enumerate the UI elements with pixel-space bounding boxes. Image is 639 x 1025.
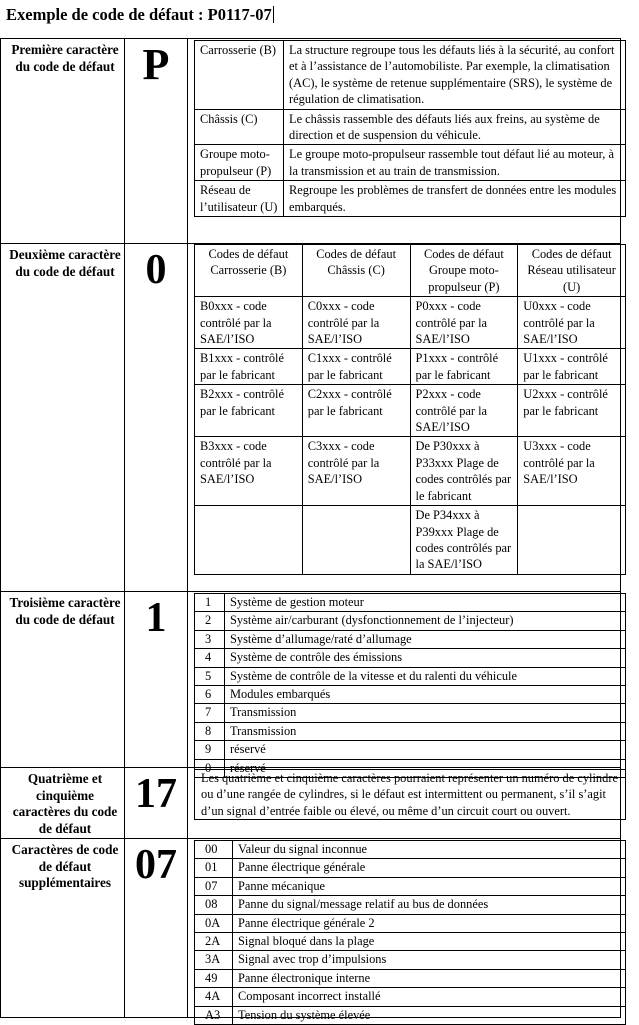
- section-code: 1: [145, 595, 167, 641]
- table-cell: réservé: [225, 759, 626, 777]
- section-first-character: [6, 39, 621, 243]
- section-additional-characters: [6, 839, 621, 1022]
- table-cell: Système de contrôle des émissions: [225, 649, 626, 667]
- table-row: [195, 437, 626, 506]
- table-row: [195, 988, 626, 1006]
- table-cell: Regroupe les problèmes de transfert de données entre les modules embarqués.: [284, 181, 626, 217]
- table-cell: Composant incorrect installé: [233, 988, 626, 1006]
- table-cell: Les quatrième et cinquième caractères pourraient représenter un numéro de cylindre ou d’une rangée de cylindres, si le défaut est intermittent ou permanent, s’il s’agit d’un signal d’entrée faible ou élevé, ou même d’un circuit court ou ouvert.: [195, 770, 626, 820]
- table-cell: Signal bloqué dans la plage: [233, 933, 626, 951]
- column-header: Codes de défaut Réseau utilisateur (U): [518, 245, 626, 297]
- table-header-row: [195, 245, 626, 297]
- table-cell: C0xxx - code contrôlé par la SAE/l’ISO: [302, 297, 410, 349]
- table-cell: C2xxx - contrôlé par le fabricant: [302, 385, 410, 437]
- section-label: Deuxième caractère du code de défaut: [9, 247, 121, 279]
- table-cell: De P34xxx à P39xxx Plage de codes contrôlés par la SAE/l’ISO: [410, 506, 518, 575]
- table-cell: 07: [195, 877, 233, 895]
- table-cell: Panne électrique générale 2: [233, 914, 626, 932]
- table-cell: 7: [195, 704, 225, 722]
- table-row: [195, 297, 626, 349]
- section-content: [194, 244, 626, 591]
- table-cell: 00: [195, 841, 233, 859]
- table-row: [195, 41, 626, 110]
- table-cell: 1: [195, 594, 225, 612]
- table-cell: C1xxx - contrôlé par le fabricant: [302, 349, 410, 385]
- table-cell: P1xxx - contrôlé par le fabricant: [410, 349, 518, 385]
- table-row: [195, 969, 626, 987]
- table-cell: 49: [195, 969, 233, 987]
- table-row: [195, 649, 626, 667]
- table-row: [195, 770, 626, 820]
- table-cell: Transmission: [225, 704, 626, 722]
- table-row: [195, 181, 626, 217]
- table-cell: B2xxx - contrôlé par le fabricant: [195, 385, 303, 437]
- section-content: [194, 593, 626, 775]
- table-cell: U3xxx - code contrôlé par la SAE/l’ISO: [518, 437, 626, 506]
- table-cell: Système de gestion moteur: [225, 594, 626, 612]
- table-cell: P2xxx - code contrôlé par la SAE/l’ISO: [410, 385, 518, 437]
- table-cell: 4A: [195, 988, 233, 1006]
- table-row: [195, 109, 626, 145]
- section-fourth-fifth-character: [6, 768, 621, 838]
- section-second-character: [6, 244, 621, 591]
- table-cell: Système d’allumage/raté d’allumage: [225, 630, 626, 648]
- table-row: [195, 841, 626, 859]
- column-header: Codes de défaut Châssis (C): [302, 245, 410, 297]
- table-cell: 08: [195, 896, 233, 914]
- table-cell: [302, 506, 410, 575]
- table-cell: Châssis (C): [195, 109, 284, 145]
- table-cell: [518, 506, 626, 575]
- table-row: [195, 349, 626, 385]
- table-cell: Panne électrique générale: [233, 859, 626, 877]
- table-cell: Carrosserie (B): [195, 41, 284, 110]
- table-cell: Panne du signal/message relatif au bus de données: [233, 896, 626, 914]
- table-row: [195, 914, 626, 932]
- table-cell: 4: [195, 649, 225, 667]
- table-cell: B1xxx - contrôlé par le fabricant: [195, 349, 303, 385]
- table-row: [195, 630, 626, 648]
- table-cell: 3: [195, 630, 225, 648]
- table-cell: 6: [195, 686, 225, 704]
- document-title-text: Exemple de code de défaut : P0117-07: [6, 5, 272, 24]
- table-row: [195, 667, 626, 685]
- table-cell: 0: [195, 759, 225, 777]
- table-cell: P0xxx - code contrôlé par la SAE/l’ISO: [410, 297, 518, 349]
- table-cell: réservé: [225, 741, 626, 759]
- description-box: [194, 769, 626, 820]
- table-row: [195, 1006, 626, 1024]
- table-row: [195, 859, 626, 877]
- table-cell: B0xxx - code contrôlé par la SAE/l’ISO: [195, 297, 303, 349]
- section-code: 07: [135, 842, 177, 888]
- table-cell: [195, 506, 303, 575]
- column-header: Codes de défaut Carrosserie (B): [195, 245, 303, 297]
- section-label: Première caractère du code de défaut: [11, 42, 119, 74]
- table-cell: Système de contrôle de la vitesse et du ralenti du véhicule: [225, 667, 626, 685]
- table-cell: 0A: [195, 914, 233, 932]
- table-row: [195, 722, 626, 740]
- table-cell: C3xxx - code contrôlé par la SAE/l’ISO: [302, 437, 410, 506]
- table-cell: 2A: [195, 933, 233, 951]
- table-cell: Le groupe moto-propulseur rassemble tout défaut lié au moteur, à la transmission et au train de transmission.: [284, 145, 626, 181]
- table-row: [195, 612, 626, 630]
- table-cell: De P30xxx à P33xxx Plage de codes contrôlés par le fabricant: [410, 437, 518, 506]
- table-cell: Signal avec trop d’impulsions: [233, 951, 626, 969]
- table-row: [195, 594, 626, 612]
- table-cell: 8: [195, 722, 225, 740]
- table-row: [195, 741, 626, 759]
- section-content: [194, 40, 626, 243]
- table-cell: 01: [195, 859, 233, 877]
- table-cell: Système air/carburant (dysfonctionnement de l’injecteur): [225, 612, 626, 630]
- table-row: [195, 877, 626, 895]
- column-header: Codes de défaut Groupe moto-propulseur (P): [410, 245, 518, 297]
- table-row: [195, 506, 626, 575]
- code-matrix-table: [194, 244, 626, 575]
- section-label: Quatrième et cinquième caractères du code de défaut: [12, 771, 118, 836]
- table-cell: Groupe moto-propulseur (P): [195, 145, 284, 181]
- table-cell: Réseau de l’utilisateur (U): [195, 181, 284, 217]
- table-cell: Panne mécanique: [233, 877, 626, 895]
- table-cell: B3xxx - code contrôlé par la SAE/l’ISO: [195, 437, 303, 506]
- table-cell: Le châssis rassemble des défauts liés aux freins, au système de direction et de suspension du véhicule.: [284, 109, 626, 145]
- table-cell: U1xxx - contrôlé par le fabricant: [518, 349, 626, 385]
- section-code: P: [142, 40, 170, 89]
- table-row: [195, 896, 626, 914]
- table-cell: 2: [195, 612, 225, 630]
- text-cursor: [273, 6, 274, 23]
- table-cell: 9: [195, 741, 225, 759]
- table-cell: U2xxx - contrôlé par le fabricant: [518, 385, 626, 437]
- section-label: Troisième caractère du code de défaut: [9, 595, 121, 627]
- table-cell: Transmission: [225, 722, 626, 740]
- table-row: [195, 933, 626, 951]
- table-cell: Tension du système élevée: [233, 1006, 626, 1024]
- category-table: [194, 40, 626, 217]
- table-cell: Panne électronique interne: [233, 969, 626, 987]
- table-row: [195, 686, 626, 704]
- section-label: Caractères de code de défaut supplémentaires: [11, 842, 119, 890]
- table-cell: 3A: [195, 951, 233, 969]
- table-row: [195, 145, 626, 181]
- table-row: [195, 385, 626, 437]
- section-content: [194, 840, 626, 1022]
- table-cell: 5: [195, 667, 225, 685]
- document-title: [6, 5, 274, 25]
- section-third-character: [6, 592, 621, 775]
- fault-type-table: [194, 840, 626, 1025]
- table-cell: A3: [195, 1006, 233, 1024]
- subsystem-table: [194, 593, 626, 778]
- section-content: [194, 769, 626, 838]
- table-cell: La structure regroupe tous les défauts liés à la sécurité, au confort et à l’assistance de l’automobiliste. Par exemple, la climatisation (AC), le système de retenue supplémentaire (SRS), le système de régulation de climatisation.: [284, 41, 626, 110]
- table-cell: U0xxx - code contrôlé par la SAE/l’ISO: [518, 297, 626, 349]
- table-row: [195, 951, 626, 969]
- table-row: [195, 704, 626, 722]
- section-code: 0: [145, 247, 167, 293]
- table-cell: Modules embarqués: [225, 686, 626, 704]
- section-code: 17: [135, 771, 177, 817]
- table-cell: Valeur du signal inconnue: [233, 841, 626, 859]
